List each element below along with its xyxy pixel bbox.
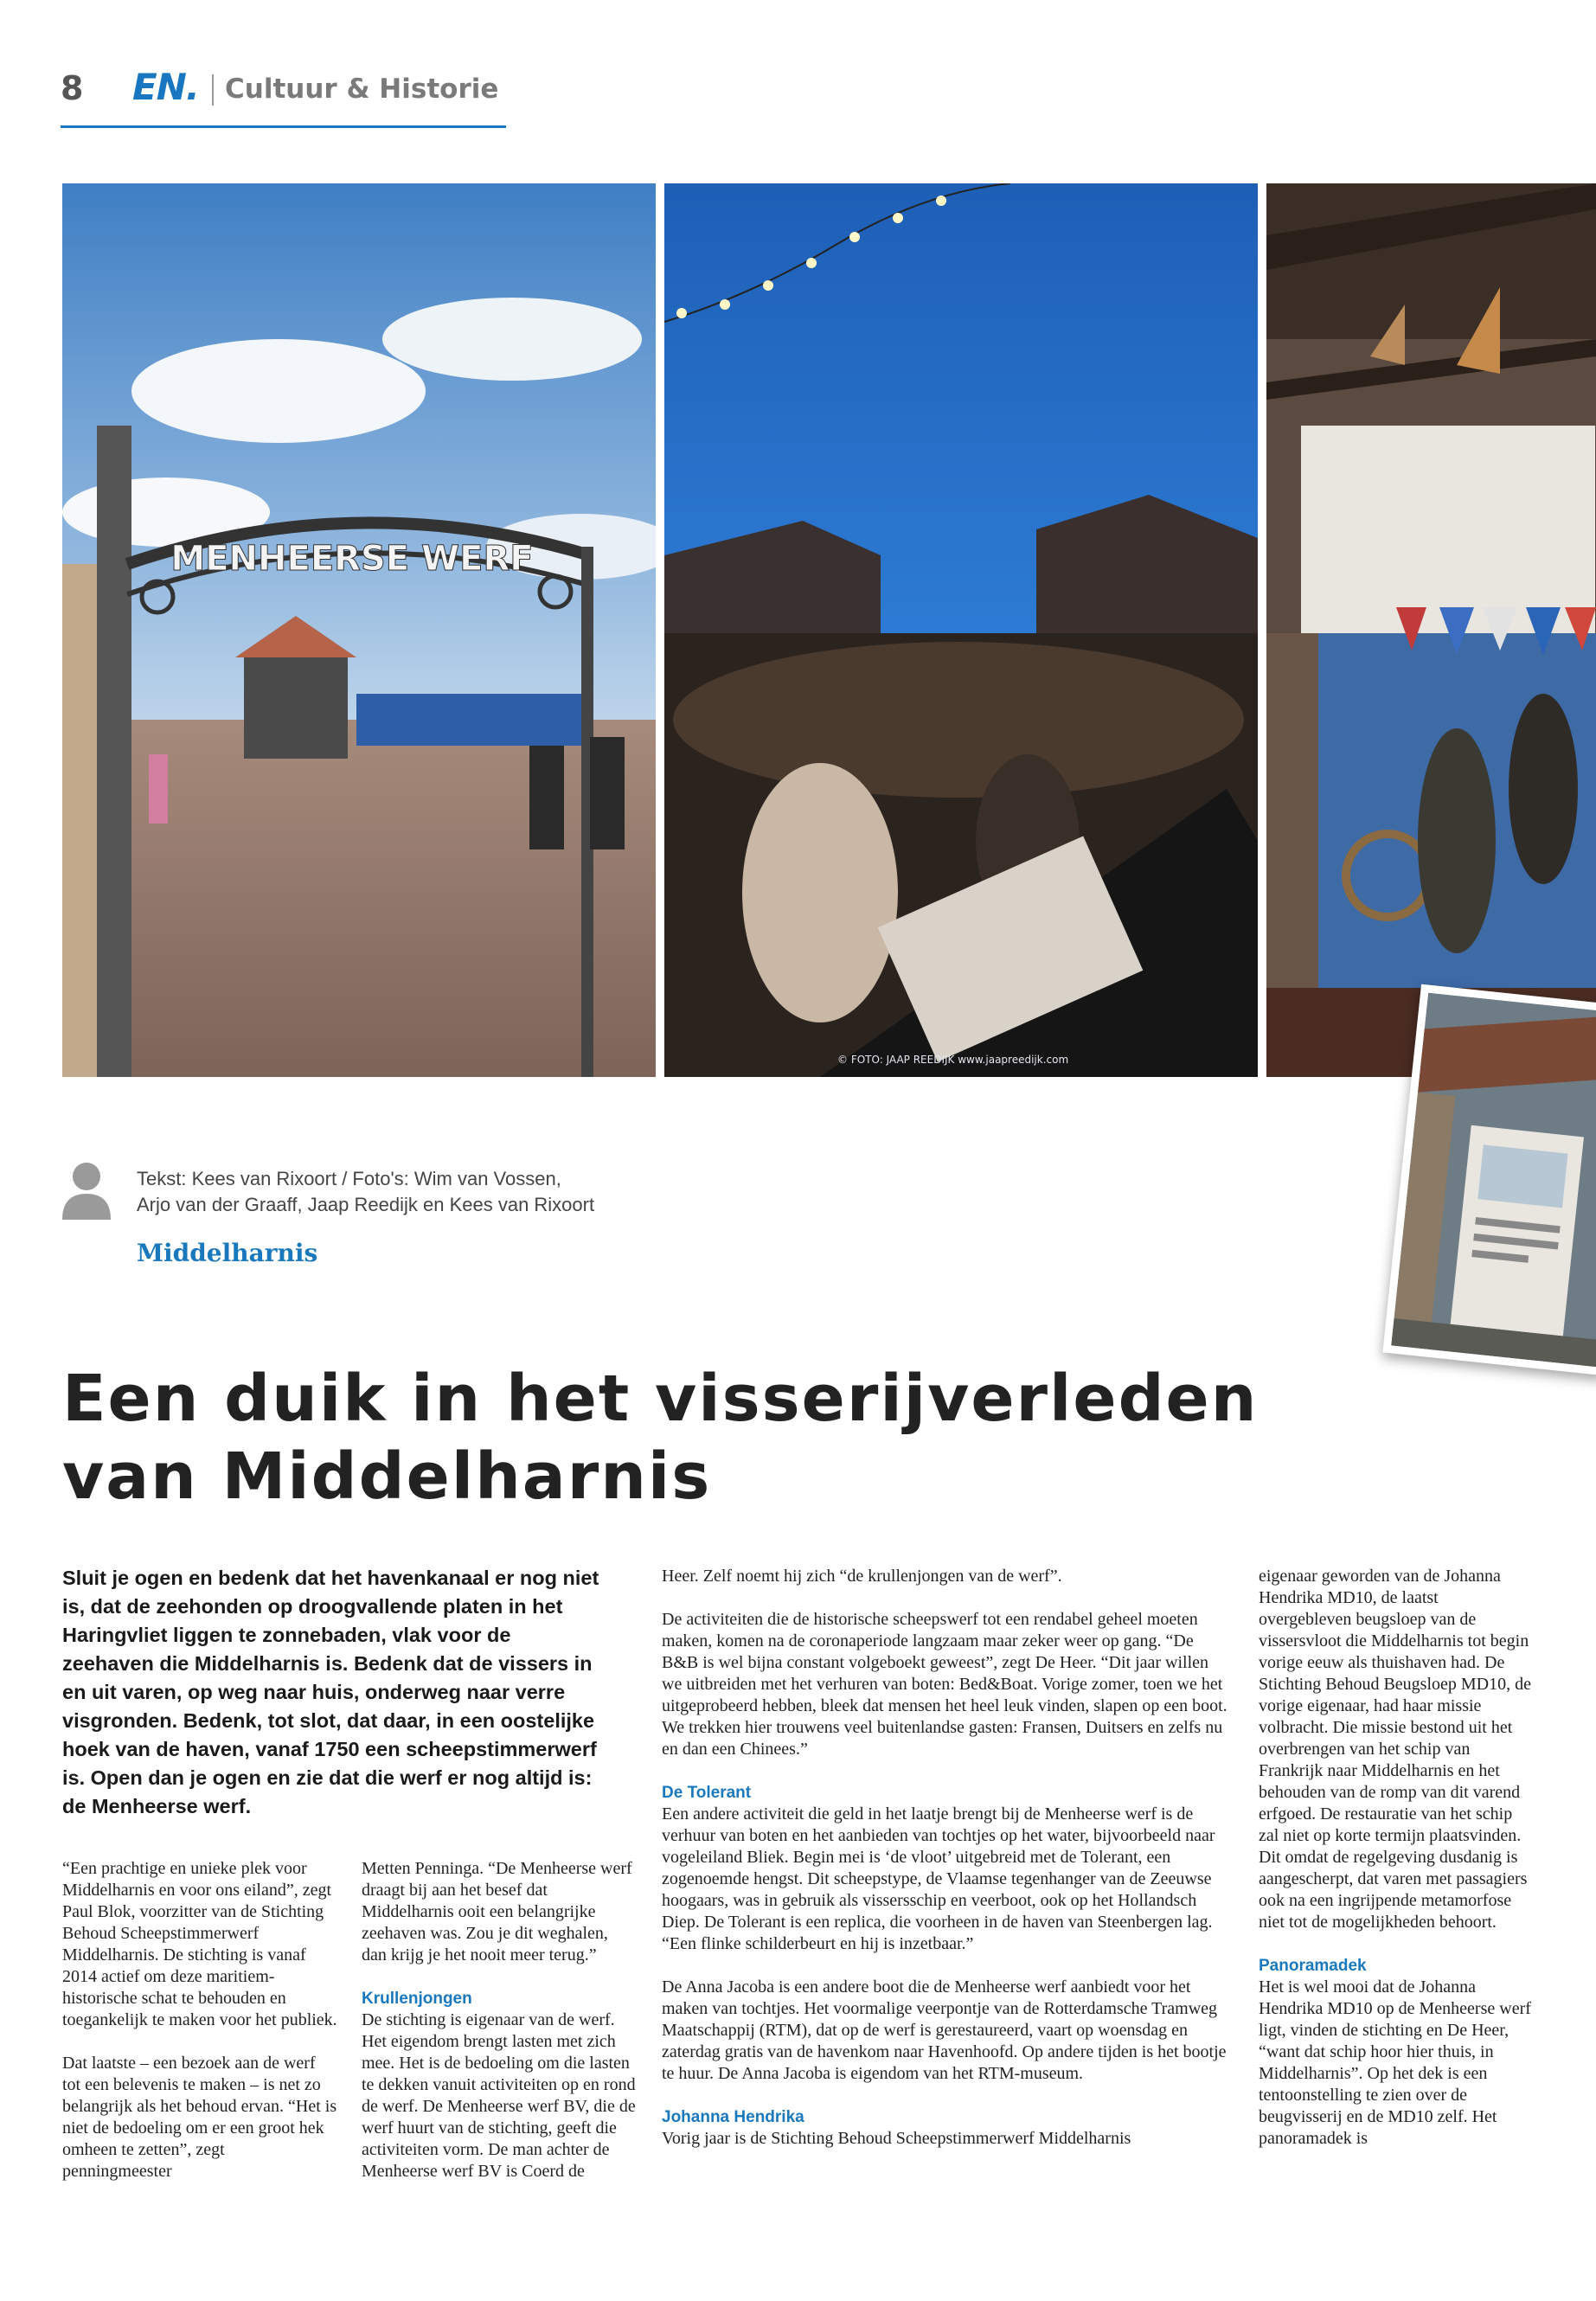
subheading-johanna-hendrika: Johanna Hendrika [662,2108,804,2126]
article-headline [62,1360,1360,1516]
body-column-4 [1259,1566,1535,2150]
byline-line-2: Arjo van der Graaff, Jaap Reedijk en Kees van Rixoort [137,1194,595,1215]
paragraph: eigenaar geworden van de Johanna Hendrika MD10, de laatst overgebleven beugsloep van de vissersvloot die Middelharnis tot begin vorige eeuw als thuishaven had. De Stichting Behoud Beugsloep MD10, de vorige eigenaar, had haar missie volbracht. Die missie bestond uit het overbrengen van het schip van Frankrijk naar Middelharnis en het behouden van de romp van dit varend erfgoed. De restauratie van het schip zal niet op korte termijn plaatsvinden. Dit omdat de regelgeving dusdanig is aangescherpt, dat varen met passagiers ook na een ingrijpende metamorfose niet tot de mogelijkheden behoort. [1259,1567,1531,1932]
photo-gate [62,183,656,1077]
page-header [61,62,506,128]
body-column-3 [662,1566,1230,2150]
byline [137,1166,621,1218]
paragraph: Het is wel mooi dat de Johanna Hendrika MD10 op de Menheerse werf ligt, vinden de stichting en De Heer, “want dat schip hoor hier thuis, in Middelharnis”. Op het dek is een tentoonstelling te zien over de beugvisserij en de MD10 zelf. Het panoramadek is [1259,1977,1531,2148]
photo-concert [664,183,1258,1077]
gate-sign-text: MENHEERSE WERF [170,539,534,579]
body-column-2 [362,1858,637,2182]
subheading-de-tolerant: De Tolerant [662,1784,752,1802]
photo-credit: © FOTO: JAAP REEDIJK www.jaapreedijk.com [837,1054,1069,1066]
paragraph: Vorig jaar is de Stichting Behoud Scheepstimmerwerf Middelharnis [662,2129,1131,2148]
author-icon [62,1159,111,1220]
header-divider [212,74,214,106]
body-column-1 [62,1858,337,2182]
headline-line-1: Een duik in het visserijverleden [62,1362,1259,1436]
paragraph: De Anna Jacoba is een andere boot die de Menheerse werf aanbiedt voor het maken van tochtjes. Het voormalige veerpontje van de Rotterdamsche Tramweg Maatschappij (RTM), dat op de werf is gerestaureerd, vaart op woensdag en zaterdag gratis van de havenkom naar Havenhoofd. Op andere tijden is het bootje te huur. De Anna Jacoba is eigendom van het RTM-museum. [662,1977,1227,2083]
byline-line-1: Tekst: Kees van Rixoort / Foto's: Wim van Vossen, [137,1168,561,1189]
subheading-panoramadek: Panoramadek [1259,1957,1367,1975]
paragraph: De stichting is eigenaar van de werf. Het eigendom brengt lasten met zich mee. Het is de bedoeling om die lasten te dekken vanuit activiteiten op en rond de werf. De Menheerse werf BV, die de werf huurt van de stichting, geeft die activiteiten vorm. De man achter de Menheerse werf BV is Coerd de [362,2010,636,2181]
headline-line-2: van Middelharnis [62,1439,712,1514]
paragraph: De activiteiten die de historische scheepswerf tot een rendabel geheel moeten maken, komen na de coronaperiode langzaam maar zeker weer op gang. “De B&B is wel bijna constant volgeboekt geweest”, zegt De Heer. “Dit jaar willen we uitbreiden met het verhuren van boten: Bed&Boat. Vorige zomer, toen we het uitgeprobeerd hebben, bleek dat mensen het heel leuk vinden, slapen op een boot. We trekken hier trouwens veel buitenlandse gasten: Fransen, Duitsers en zelfs nu en dan een Chinees.” [662,1610,1227,1759]
paragraph: Heer. Zelf noemt hij zich “de krullenjongen van de werf”. [662,1567,1062,1586]
article-lead: Sluit je ogen en bedenk dat het havenkanaal er nog niet is, dat de zeehonden op droogvallende platen in het Haringvliet liggen te zonnebaden, vlak voor de zeehaven die Middelharnis is. Bedenk dat de vissers in en uit varen, op weg naar huis, onderweg naar verre visgronden. Bedenk, tot slot, dat daar, in een oostelijke hoek van de haven, vanaf 1750 een scheepstimmerwerf is. Open dan je ogen en zie dat die werf er nog altijd is: de Menheerse werf. [62,1567,599,1817]
header-rule [61,125,506,128]
paragraph: “Een prachtige en unieke plek voor Middelharnis en voor ons eiland”, zegt Paul Blok, voorzitter van de Stichting Behoud Scheepstimmerwerf Middelharnis. De stichting is vanaf 2014 actief om deze maritiem-historische schat te behouden en toegankelijk te maken voor het publiek. [62,1859,337,2029]
photo-exhibit [1382,984,1596,1376]
paragraph: Metten Penninga. “De Menheerse werf draagt bij aan het besef dat Middelharnis ooit een belangrijke zeehaven was. Zou je dit weghalen, dan krijg je het nooit meer terug.” [362,1859,632,1965]
paragraph: Een andere activiteit die geld in het laatje brengt bij de Menheerse werf is de verhuur van boten en het aanbieden van tochtjes op het water, bijvoorbeeld naar vogeleiland Bliek. Begin mei is ‘de vloot’ uitgebreid met de Tolerant, een zogenoemde hengst. Dit scheepstype, de Vlaamse tegenhanger van de Zeeuwse hoogaars, was in gebruik als vissersschip en veerboot, ook op het Hollandsch Diep. De Tolerant is een replica, die voorheen in de haven van Steenbergen lag. “Een flinke schilderbeurt en hij is inzetbaar.” [662,1804,1215,1953]
location-tag: Middelharnis [137,1239,318,1267]
paragraph: Dat laatste – een bezoek aan de werf tot een belevenis te maken – is net zo belangrijk als het behoud ervan. “Het is niet de bedoeling om er een groot hek omheen te zetten”, zegt penningmeester [62,2054,337,2181]
section-title: Cultuur & Historie [225,74,499,105]
photo-interior [1266,183,1596,1077]
subheading-krullenjongen: Krullenjongen [362,1990,472,2008]
en-logo: EN. [132,66,199,108]
page-number: 8 [61,69,84,107]
